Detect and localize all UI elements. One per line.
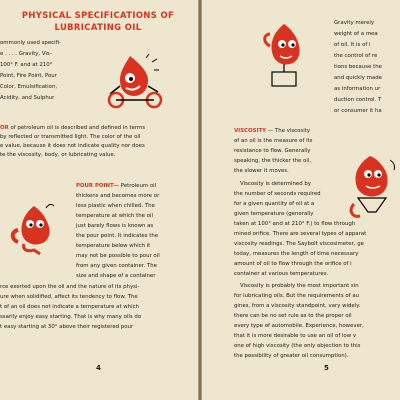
- intro-line: 100° F. and at 210°: [0, 62, 53, 68]
- intro-line: ommonly used specifi-: [0, 40, 61, 46]
- page-heading-line1: PHYSICAL SPECIFICATIONS OF: [21, 10, 175, 20]
- color-line: by reflected or transmitted light. The color of the oil: [0, 134, 141, 140]
- pour-point-line: the pour point. It indicates the: [76, 233, 159, 239]
- viscosity-line: container at various temperatures.: [234, 271, 329, 277]
- pour-point-line: less plastic when chilled. The: [76, 203, 155, 209]
- pour-point-line: thickens and becomes more or: [76, 193, 160, 199]
- viscosity-line: taken at 100° and at 210° F.) to flow through: [234, 221, 356, 227]
- left-page: [0, 0, 198, 400]
- viscosity-line: — The viscosity: [266, 128, 311, 134]
- viscosity-line: for lubricating oils. But the requirements of au: [234, 293, 360, 299]
- pour-point-line: temperature at which the oil: [76, 213, 153, 219]
- viscosity-line: there can be no set rule as to the proper oil: [234, 313, 352, 319]
- intro-line: Acidity, and Sulphur: [0, 95, 55, 101]
- pour-point-line: may not be possible to pour oil: [76, 253, 160, 259]
- gravity-line: weight of a mea: [334, 31, 378, 37]
- page-heading-line2: LUBRICATING OIL: [54, 22, 142, 32]
- melting-drop-cartoon-icon: [10, 200, 60, 258]
- viscosity-line: viscosity readings. The Saybolt viscosimeter, ge: [234, 241, 364, 247]
- color-line: e value, because it does not indicate quality nor does: [0, 143, 145, 149]
- pour-point-line: ure when solidified, affect its tendency to flow. The: [0, 294, 138, 300]
- gravity-line: the control of re: [334, 53, 378, 59]
- color-line: of petroleum oil is described and defined in terms: [10, 125, 146, 131]
- oil-drop-scale-cartoon-icon: [264, 16, 308, 94]
- oil-drop-funnel-cartoon-icon: [346, 146, 400, 224]
- viscosity-line: speaking, the thicker the oil,: [234, 158, 312, 164]
- viscosity-line: that it is more desirable to use an oil of low v: [234, 333, 357, 339]
- viscosity-line: of an oil is the measure of its: [234, 138, 313, 144]
- gravity-line: and quickly made: [334, 75, 382, 81]
- pour-point-line: t easy starting at 30° above their registered pour: [0, 324, 134, 330]
- pour-point-line: ssarily enjoy easy starting. That is why many oils do: [0, 314, 142, 320]
- viscosity-line: gines, from a viscosity standpoint, vary widely.: [234, 303, 361, 309]
- viscosity-line: for a given quantity of oil at a: [234, 201, 315, 207]
- viscosity-line: today, measures the length of time necessary: [234, 251, 359, 257]
- viscosity-line: the slower it moves.: [234, 168, 289, 174]
- gravity-line: or consumer it ha: [334, 108, 382, 114]
- viscosity-line: one of high viscosity (the only objection to this: [234, 343, 361, 349]
- gravity-line: duction control. T: [334, 97, 382, 103]
- intro-line: Color, Emulsification,: [0, 84, 58, 90]
- pour-point-term: POUR POINT—: [76, 183, 120, 189]
- viscosity-line: amount of oil to flow through the orifice of i: [234, 261, 352, 267]
- viscosity-line: Viscosity is probably the most important sin: [240, 283, 359, 289]
- page-number: 4: [96, 364, 101, 372]
- gravity-line: Gravity merely: [334, 20, 375, 26]
- viscosity-line: given temperature (generally: [234, 211, 314, 217]
- viscosity-line: every type of automobile. Experience, however,: [234, 323, 364, 329]
- pour-point-line: Petroleum oil: [120, 183, 157, 189]
- oil-drop-cartoon-icon: [108, 52, 166, 110]
- viscosity-line: mined orifice. There are several types of apparat: [234, 231, 367, 237]
- viscosity-line: the possibility of greater oil consumption).: [234, 353, 349, 359]
- intro-line: e . . . . Gravity, Vis-: [0, 51, 52, 57]
- gravity-line: as information ur: [334, 86, 381, 92]
- pour-point-line: from any given container. The: [76, 263, 157, 269]
- viscosity-line: the number of seconds required: [234, 191, 321, 197]
- page-number: 5: [324, 364, 329, 372]
- pour-point-line: size and shape of a container: [76, 273, 156, 279]
- color-line: te the viscosity, body, or lubricating value.: [0, 152, 116, 158]
- pour-point-line: just barely flows is known as: [76, 223, 154, 229]
- right-page: [202, 0, 400, 400]
- viscosity-term: VISCOSITY: [234, 128, 267, 134]
- viscosity-line: resistance to flow. Generally: [234, 148, 311, 154]
- intro-line: Point, Fire Point, Pour: [0, 73, 57, 79]
- color-term: OR: [0, 125, 9, 131]
- pour-point-line: temperature below which it: [76, 243, 151, 249]
- gravity-line: tions because the: [334, 64, 382, 70]
- gravity-line: of oil. It is of i: [334, 42, 371, 48]
- viscosity-line: Viscosity is determined by: [240, 181, 311, 187]
- pour-point-line: t of an oil does not indicate a temperature at which: [0, 304, 139, 310]
- pour-point-line: rce exerted upon the oil and the nature of its physi-: [0, 284, 140, 290]
